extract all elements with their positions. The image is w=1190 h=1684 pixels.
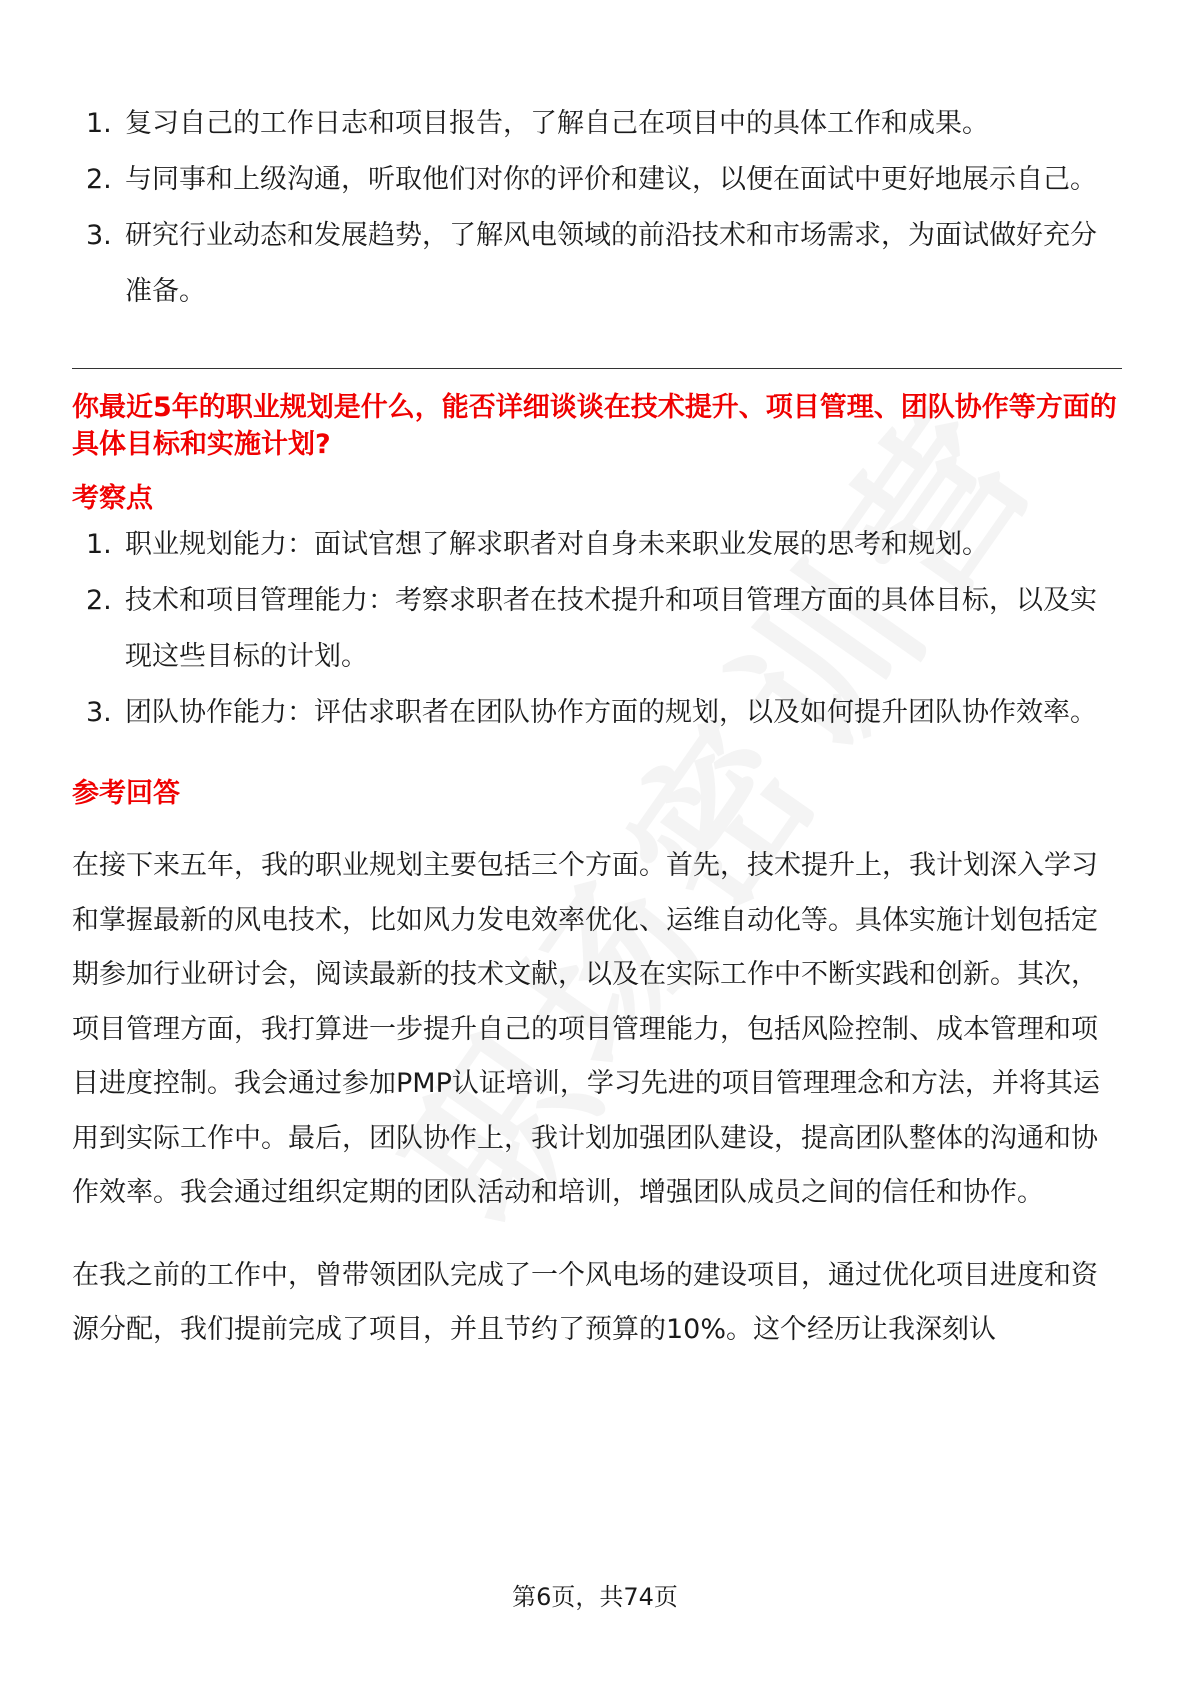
interview-question: 你最近5年的职业规划是什么，能否详细谈谈在技术提升、项目管理、团队协作等方面的具体目标和实施计划? [72, 392, 1117, 460]
assessment-list [72, 517, 1122, 741]
section-divider [72, 368, 1122, 369]
assessment-heading: 考察点 [72, 483, 153, 514]
intro-list [72, 96, 1122, 320]
page-number: 第6页，共74页 [512, 1583, 678, 1611]
page-content [72, 96, 1122, 1358]
list-number: 2. [86, 585, 112, 616]
list-text: 复习自己的工作日志和项目报告，了解自己在项目中的具体工作和成果。 [125, 108, 989, 139]
list-item [72, 152, 1122, 208]
answer-paragraph: 在我之前的工作中，曾带领团队完成了一个风电场的建设项目，通过优化项目进度和资源分配，我们提前完成了项目，并且节约了预算的10%。这个经历让我深刻认 [72, 1259, 1098, 1345]
list-number: 3. [86, 697, 112, 728]
answer-paragraph: 在接下来五年，我的职业规划主要包括三个方面。首先，技术提升上，我计划深入学习和掌握最新的风电技术，比如风力发电效率优化、运维自动化等。具体实施计划包括定期参加行业研讨会，阅读最新的技术文献，以及在实际工作中不断实践和创新。其次，项目管理方面，我打算进一步提升自己的项目管理能力，包括风险控制、成本管理和项目进度控制。我会通过参加PMP认证培训，学习先进的项目管理理念和方法，并将其运用到实际工作中。最后，团队协作上，我计划加强团队建设，提高团队整体的沟通和协作效率。我会通过组织定期的团队活动和培训，增强团队成员之间的信任和协作。 [72, 850, 1100, 1208]
list-number: 3. [86, 220, 112, 251]
list-item [72, 208, 1122, 320]
list-text: 技术和项目管理能力：考察求职者在技术提升和项目管理方面的具体目标，以及实现这些目标的计划。 [125, 585, 1097, 672]
list-number: 1. [86, 529, 112, 560]
list-item [72, 517, 1122, 573]
answer-heading: 参考回答 [72, 778, 180, 809]
list-text: 研究行业动态和发展趋势，了解风电领域的前沿技术和市场需求，为面试做好充分准备。 [125, 220, 1097, 307]
list-text: 与同事和上级沟通，听取他们对你的评价和建议，以便在面试中更好地展示自己。 [125, 164, 1097, 195]
list-item [72, 96, 1122, 152]
list-item [72, 685, 1122, 741]
list-text: 团队协作能力：评估求职者在团队协作方面的规划，以及如何提升团队协作效率。 [125, 697, 1097, 728]
list-item [72, 573, 1122, 685]
list-number: 2. [86, 164, 112, 195]
list-text: 职业规划能力：面试官想了解求职者对自身未来职业发展的思考和规划。 [125, 529, 989, 560]
list-number: 1. [86, 108, 112, 139]
